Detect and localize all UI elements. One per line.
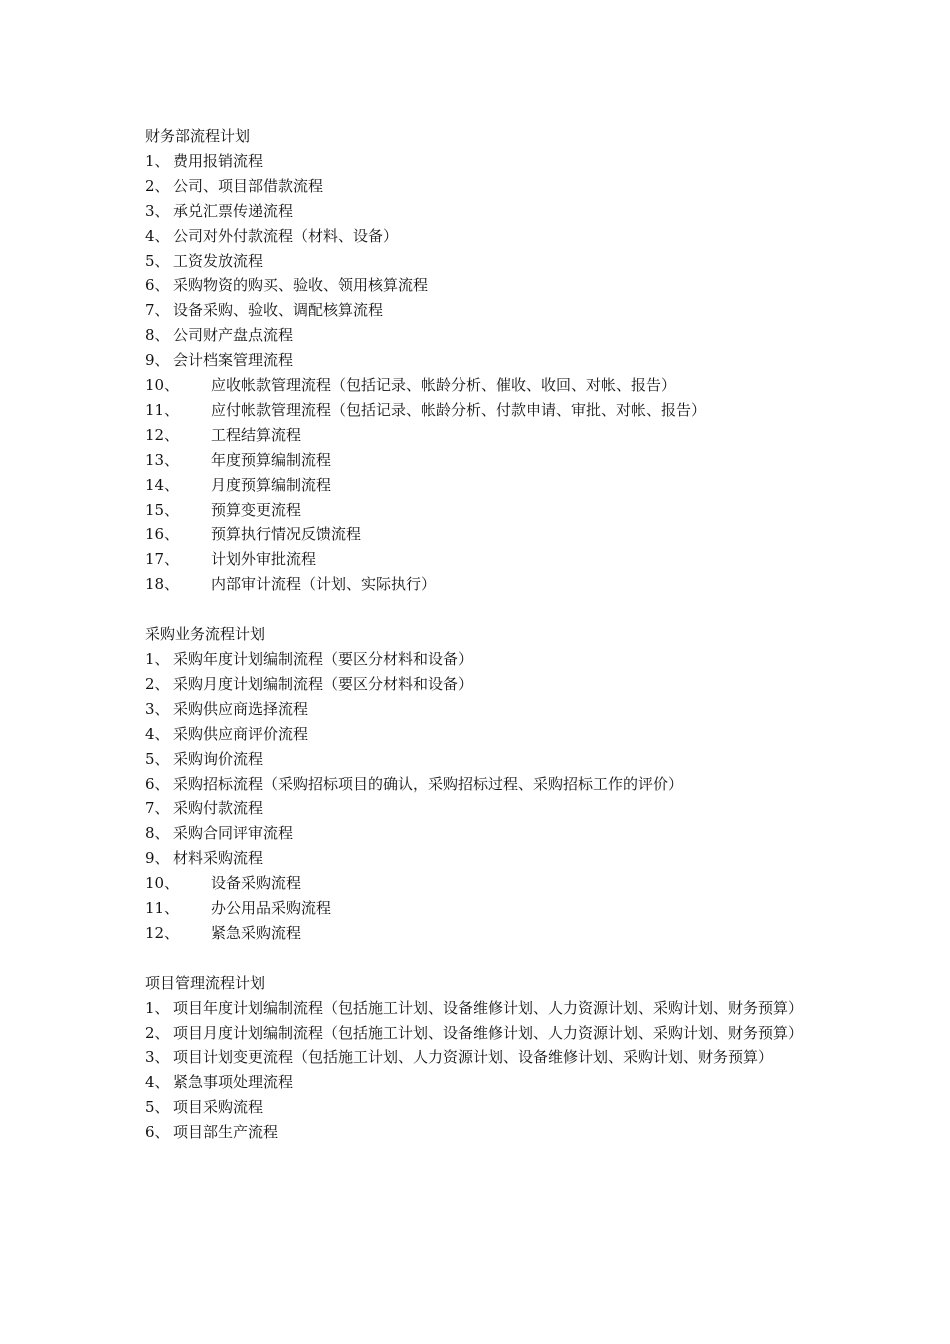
item-text: 项目年度计划编制流程（包括施工计划、设备维修计划、人力资源计划、采购计划、财务预算） <box>173 998 804 1017</box>
item-text: 设备采购流程 <box>211 874 302 893</box>
item-number: 1、 <box>145 151 170 170</box>
item-text: 年度预算编制流程 <box>211 450 332 469</box>
item-number: 4、 <box>145 1073 170 1092</box>
list-item <box>145 846 825 871</box>
item-number: 8、 <box>145 824 170 843</box>
item-text: 费用报销流程 <box>173 151 264 170</box>
item-text: 紧急事项处理流程 <box>173 1073 294 1092</box>
item-text: 公司、项目部借款流程 <box>173 176 324 195</box>
list-item <box>145 871 825 896</box>
item-text: 应付帐款管理流程（包括记录、帐龄分析、付款申请、审批、对帐、报告） <box>211 400 707 419</box>
section-finance <box>145 124 825 597</box>
item-text: 采购合同评审流程 <box>173 824 294 843</box>
item-number: 1、 <box>145 649 170 668</box>
list-item <box>145 224 825 249</box>
item-text: 采购招标流程（采购招标项目的确认，采购招标过程、采购招标工作的评价） <box>173 774 684 793</box>
list-item <box>145 647 825 672</box>
item-text: 采购供应商选择流程 <box>173 699 309 718</box>
item-number: 6、 <box>145 276 170 295</box>
item-number: 6、 <box>145 1123 170 1142</box>
list-item <box>145 672 825 697</box>
item-number: 8、 <box>145 326 170 345</box>
item-text: 项目部生产流程 <box>173 1123 279 1142</box>
item-number: 10、 <box>145 874 180 893</box>
item-text: 内部审计流程（计划、实际执行） <box>211 575 437 594</box>
section-heading: 财务部流程计划 <box>145 127 251 145</box>
item-number: 15、 <box>145 500 180 519</box>
list-item <box>145 747 825 772</box>
item-text: 预算变更流程 <box>211 500 302 519</box>
list-item <box>145 921 825 946</box>
item-text: 采购月度计划编制流程（要区分材料和设备） <box>173 674 474 693</box>
list-item <box>145 1120 825 1145</box>
list-item <box>145 547 825 572</box>
item-number: 4、 <box>145 724 170 743</box>
item-text: 采购付款流程 <box>173 799 264 818</box>
item-number: 7、 <box>145 301 170 320</box>
item-number: 11、 <box>145 899 180 918</box>
item-text: 承兑汇票传递流程 <box>173 201 294 220</box>
item-text: 材料采购流程 <box>173 849 264 868</box>
item-number: 10、 <box>145 376 180 395</box>
item-number: 5、 <box>145 749 170 768</box>
item-number: 3、 <box>145 699 170 718</box>
item-text: 项目计划变更流程（包括施工计划、人力资源计划、设备维修计划、采购计划、财务预算） <box>173 1048 774 1067</box>
list-item <box>145 821 825 846</box>
item-text: 公司财产盘点流程 <box>173 326 294 345</box>
item-number: 3、 <box>145 201 170 220</box>
item-number: 4、 <box>145 226 170 245</box>
item-text: 紧急采购流程 <box>211 923 302 942</box>
item-number: 6、 <box>145 774 170 793</box>
list-item <box>145 298 825 323</box>
list-item <box>145 199 825 224</box>
item-text: 公司对外付款流程（材料、设备） <box>173 226 399 245</box>
item-number: 2、 <box>145 176 170 195</box>
item-text: 会计档案管理流程 <box>173 351 294 370</box>
item-text: 工资发放流程 <box>173 251 264 270</box>
section-procurement <box>145 622 825 946</box>
list-item <box>145 423 825 448</box>
item-text: 预算执行情况反馈流程 <box>211 525 362 544</box>
list-item <box>145 174 825 199</box>
list-item <box>145 473 825 498</box>
item-number: 17、 <box>145 550 180 569</box>
list-item <box>145 1095 825 1120</box>
section-project-management <box>145 971 825 1145</box>
list-item <box>145 398 825 423</box>
list-item <box>145 1045 813 1070</box>
item-number: 12、 <box>145 425 180 444</box>
list-item <box>145 1021 813 1046</box>
item-number: 2、 <box>145 1023 170 1042</box>
item-number: 1、 <box>145 998 170 1017</box>
item-text: 采购询价流程 <box>173 749 264 768</box>
list-item <box>145 572 825 597</box>
list-item <box>145 498 825 523</box>
item-number: 9、 <box>145 849 170 868</box>
item-text: 工程结算流程 <box>211 425 302 444</box>
list-item <box>145 373 825 398</box>
list-item <box>145 722 825 747</box>
list-item <box>145 149 825 174</box>
list-item <box>145 448 825 473</box>
item-text: 月度预算编制流程 <box>211 475 332 494</box>
list-item <box>145 348 825 373</box>
item-number: 2、 <box>145 674 170 693</box>
item-text: 计划外审批流程 <box>211 550 317 569</box>
section-heading: 采购业务流程计划 <box>145 625 266 644</box>
list-item <box>145 249 825 274</box>
item-text: 项目采购流程 <box>173 1098 264 1117</box>
item-text: 设备采购、验收、调配核算流程 <box>173 301 384 320</box>
item-number: 13、 <box>145 450 180 469</box>
item-text: 办公用品采购流程 <box>211 899 332 918</box>
list-item <box>145 772 825 797</box>
item-text: 采购供应商评价流程 <box>173 724 309 743</box>
item-number: 14、 <box>145 475 180 494</box>
list-item <box>145 522 825 547</box>
item-number: 11、 <box>145 400 180 419</box>
list-item <box>145 697 825 722</box>
item-text: 应收帐款管理流程（包括记录、帐龄分析、催收、收回、对帐、报告） <box>211 376 677 395</box>
list-item <box>145 896 825 921</box>
list-item <box>145 796 825 821</box>
list-item <box>145 1070 825 1095</box>
item-number: 7、 <box>145 799 170 818</box>
item-text: 项目月度计划编制流程（包括施工计划、设备维修计划、人力资源计划、采购计划、财务预算） <box>173 1023 804 1042</box>
item-number: 5、 <box>145 1098 170 1117</box>
item-number: 3、 <box>145 1048 170 1067</box>
item-number: 18、 <box>145 575 180 594</box>
item-number: 12、 <box>145 923 180 942</box>
section-heading: 项目管理流程计划 <box>145 973 266 992</box>
list-item <box>145 273 825 298</box>
item-number: 16、 <box>145 525 180 544</box>
item-text: 采购年度计划编制流程（要区分材料和设备） <box>173 649 474 668</box>
item-text: 采购物资的购买、验收、领用核算流程 <box>173 276 429 295</box>
document-page <box>145 124 825 1170</box>
item-number: 5、 <box>145 251 170 270</box>
list-item <box>145 323 825 348</box>
list-item <box>145 996 813 1021</box>
item-number: 9、 <box>145 351 170 370</box>
